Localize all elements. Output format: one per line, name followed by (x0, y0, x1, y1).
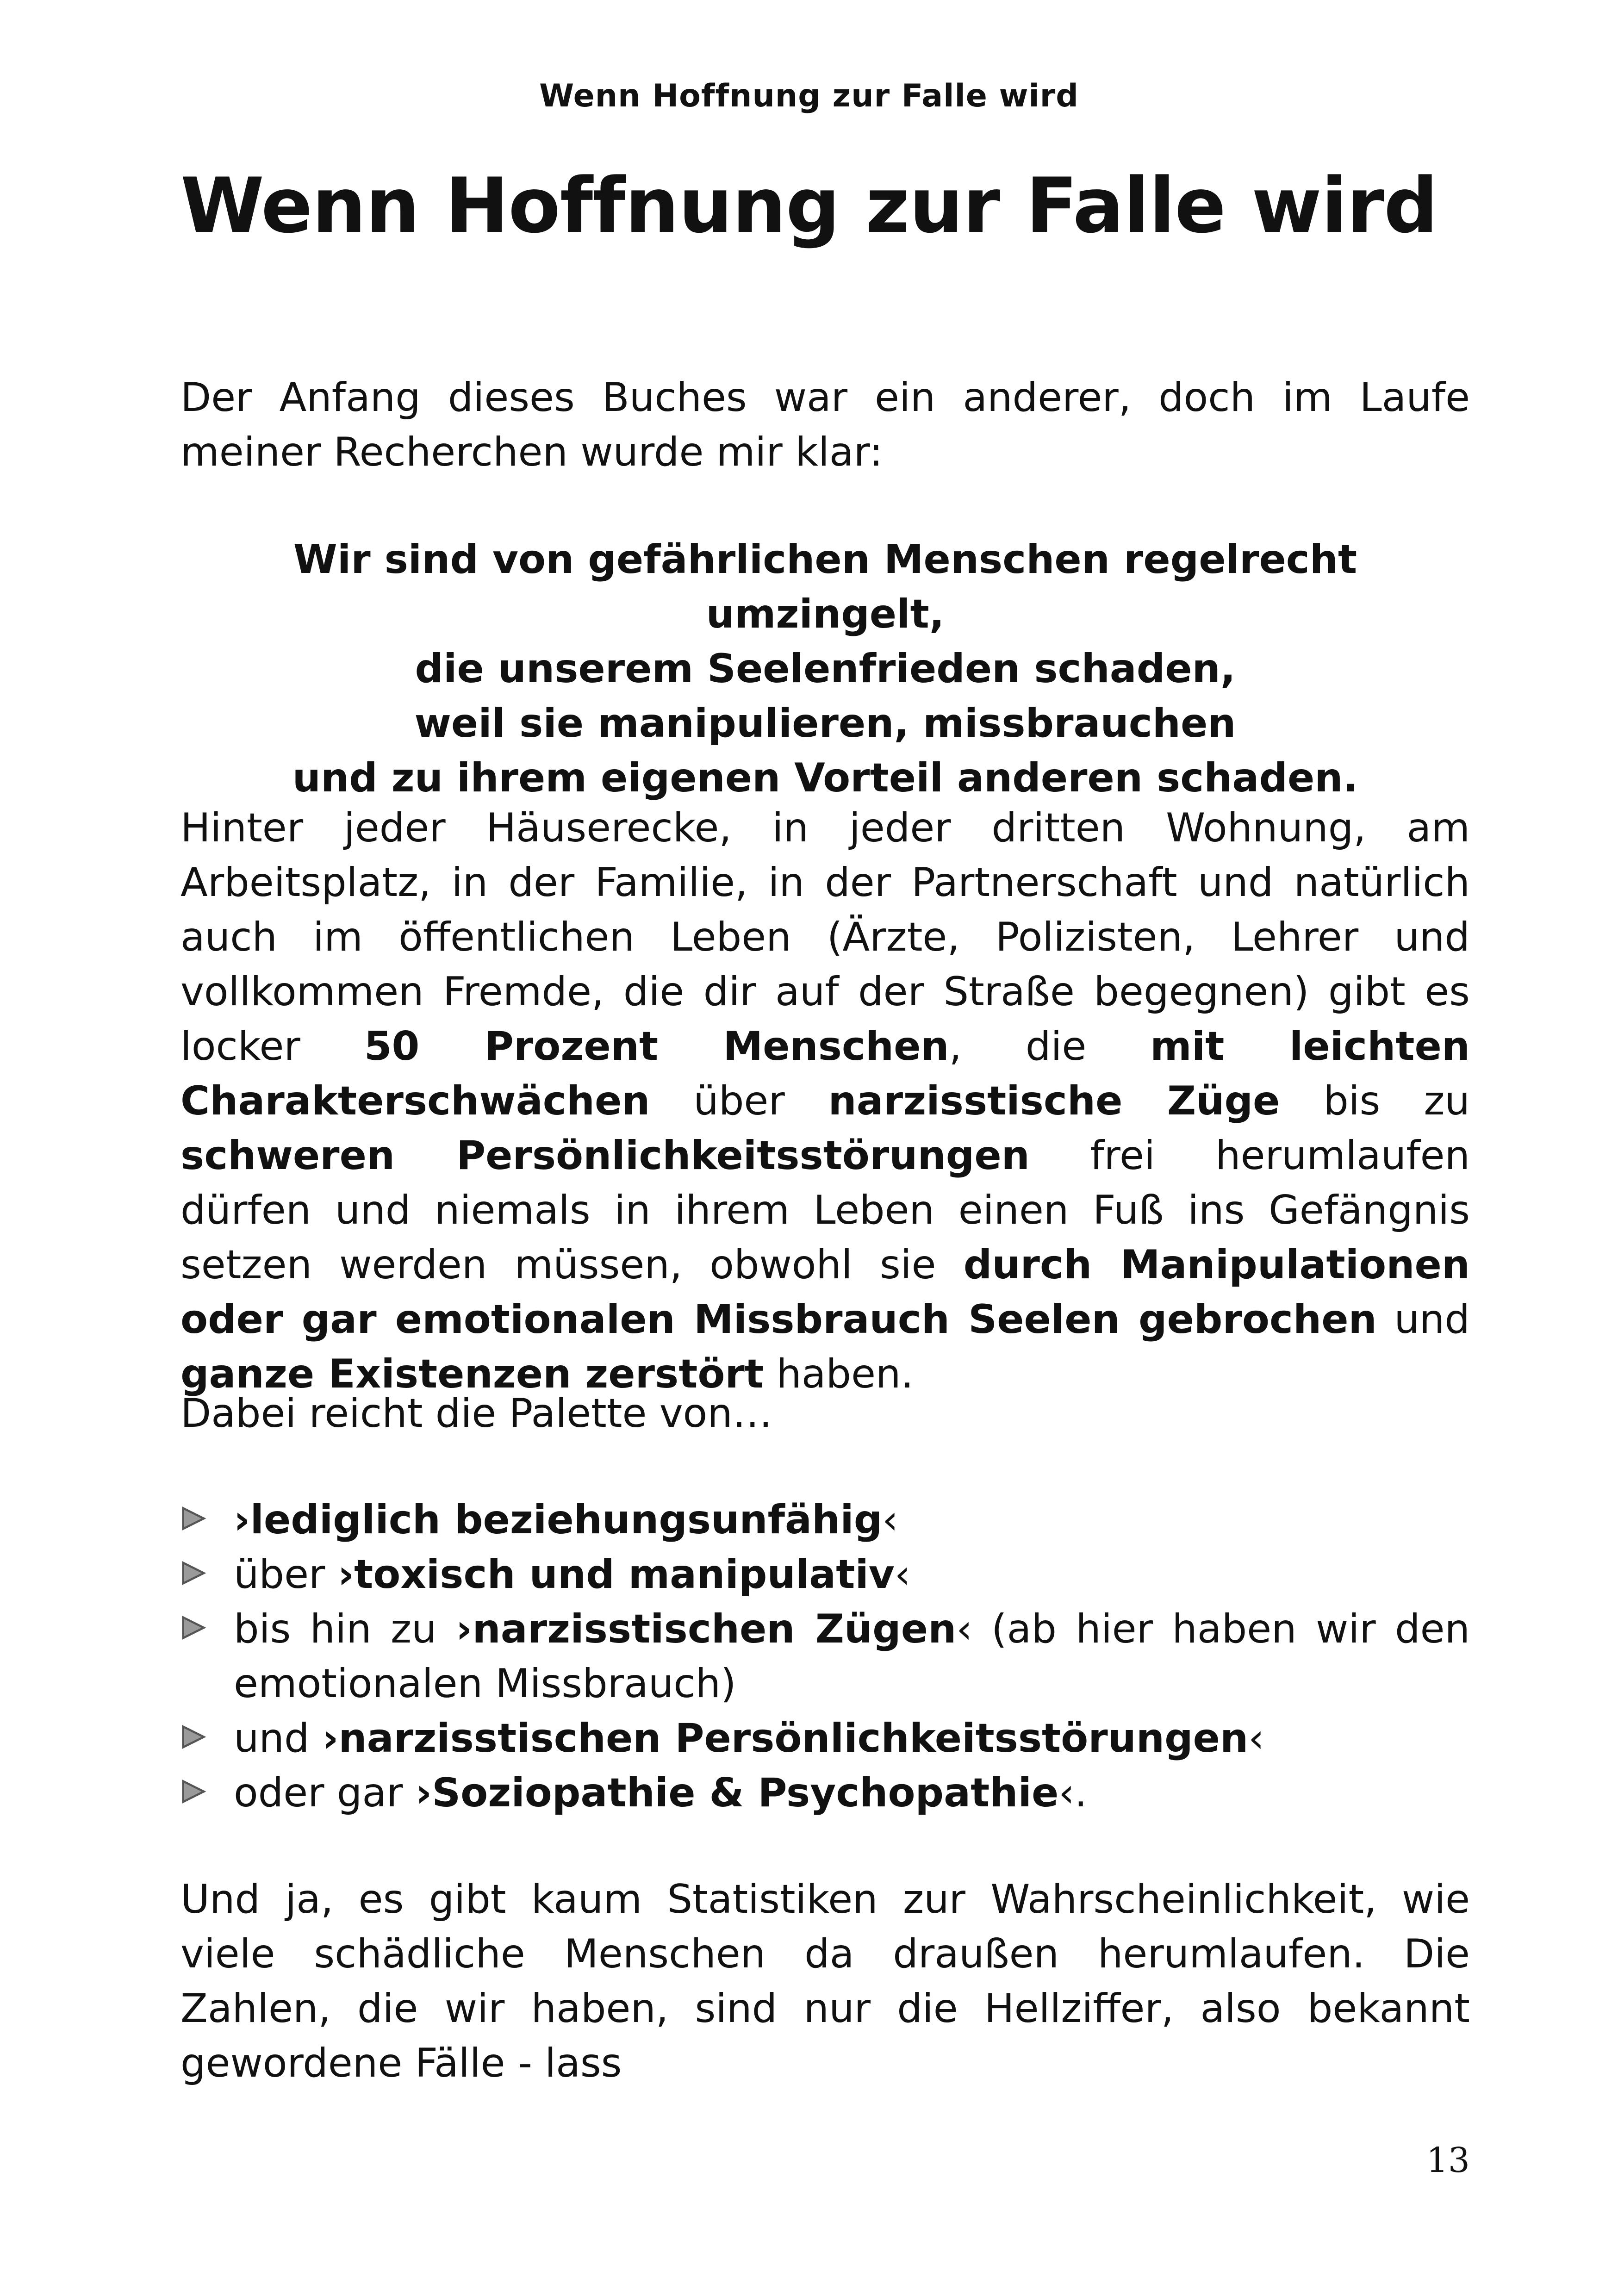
emphasis-text: schweren Persönlichkeitsstörungen (180, 1132, 1030, 1179)
item-text: ‹ (1248, 1715, 1264, 1761)
list-item (180, 1547, 1470, 1602)
item-text: ‹ (882, 1497, 898, 1543)
item-emphasis: ›narzisstischen Zügen (456, 1606, 957, 1652)
item-emphasis: ›toxisch und manipulativ (337, 1551, 895, 1598)
triangle-arrow-icon (180, 1724, 206, 1750)
palette-intro: Dabei reicht die Palette von… (180, 1390, 772, 1437)
item-text: über (234, 1551, 338, 1598)
emphasis-text: ganze Existenzen zerstört (180, 1351, 764, 1397)
quote-line: die unserem Seelenfrieden schaden, (415, 646, 1236, 692)
item-text: ‹ (ab hier haben wir den emotionalen Missbrauch) (234, 1606, 1470, 1707)
main-paragraph (180, 801, 1470, 1401)
item-emphasis: ›lediglich beziehungsunfähig (234, 1497, 883, 1543)
triangle-arrow-icon (180, 1615, 206, 1641)
item-text: bis hin zu (234, 1606, 456, 1652)
palette-list-wrapper (180, 1493, 1470, 1820)
item-text: und (234, 1715, 322, 1761)
palette-list (180, 1493, 1470, 1820)
item-text: oder gar (234, 1770, 416, 1816)
triangle-arrow-icon (180, 1506, 206, 1531)
paragraph-text: Hinter jeder Häuserecke, in jeder dritten Wohnung, am Arbeitsplatz, in der Familie, in der Partnerschaft und natürlich auch im öffentlichen Leben (Ärzte, Polizisten, Lehrer und vollkommen Fremde, die dir auf der Straße begegnen) gibt es locker (180, 805, 1470, 1070)
paragraph-text: frei herumlaufen dürfen und niemals in ihrem Leben einen Fuß ins Gefängnis setzen werden müssen, obwohl sie (180, 1132, 1470, 1288)
quote-line: Wir sind von gefährlichen Menschen regelrecht umzingelt, (293, 536, 1357, 637)
running-head: Wenn Hoffnung zur Falle wird (539, 78, 1079, 114)
paragraph-text: bis zu (1280, 1078, 1470, 1124)
page-number: 13 (1426, 2140, 1470, 2180)
item-text: ‹ (894, 1551, 911, 1598)
emphasis-text: 50 Prozent Menschen (364, 1023, 949, 1070)
emphasis-text: narzisstische Züge (828, 1078, 1280, 1124)
list-item (180, 1766, 1470, 1820)
emphasis-text: mit leichten Charakterschwächen (180, 1023, 1470, 1124)
quote-line: und zu ihrem eigenen Vorteil anderen schaden. (292, 755, 1358, 801)
paragraph-text: und (1376, 1296, 1470, 1343)
closing-paragraph: Und ja, es gibt kaum Statistiken zur Wahrscheinlichkeit, wie viele schädliche Menschen da draußen herumlaufen. Die Zahlen, die wir haben, sind nur die Hellziffer, also bekannt gewordene Fälle - lass (180, 1876, 1470, 2086)
highlight-quote (180, 532, 1470, 805)
intro-paragraph: Der Anfang dieses Buches war ein anderer, doch im Laufe meiner Recherchen wurde mir klar: (180, 374, 1470, 475)
list-item (180, 1711, 1470, 1766)
triangle-arrow-icon (180, 1560, 206, 1586)
item-text: ‹. (1058, 1770, 1088, 1816)
paragraph-text: haben. (763, 1351, 914, 1397)
paragraph-text: über (650, 1078, 828, 1124)
chapter-title: Wenn Hoffnung zur Falle wird (180, 162, 1438, 250)
paragraph-text: , die (949, 1023, 1151, 1070)
item-emphasis: ›Soziopathie & Psychopathie (415, 1770, 1059, 1816)
triangle-arrow-icon (180, 1779, 206, 1804)
quote-line: weil sie manipulieren, missbrauchen (414, 700, 1236, 747)
list-item (180, 1493, 1470, 1547)
emphasis-text: durch Manipulationen oder gar emotionalen Missbrauch Seelen gebrochen (180, 1242, 1470, 1343)
list-item (180, 1602, 1470, 1711)
item-emphasis: ›narzisstischen Persönlichkeitsstörungen (322, 1715, 1249, 1761)
